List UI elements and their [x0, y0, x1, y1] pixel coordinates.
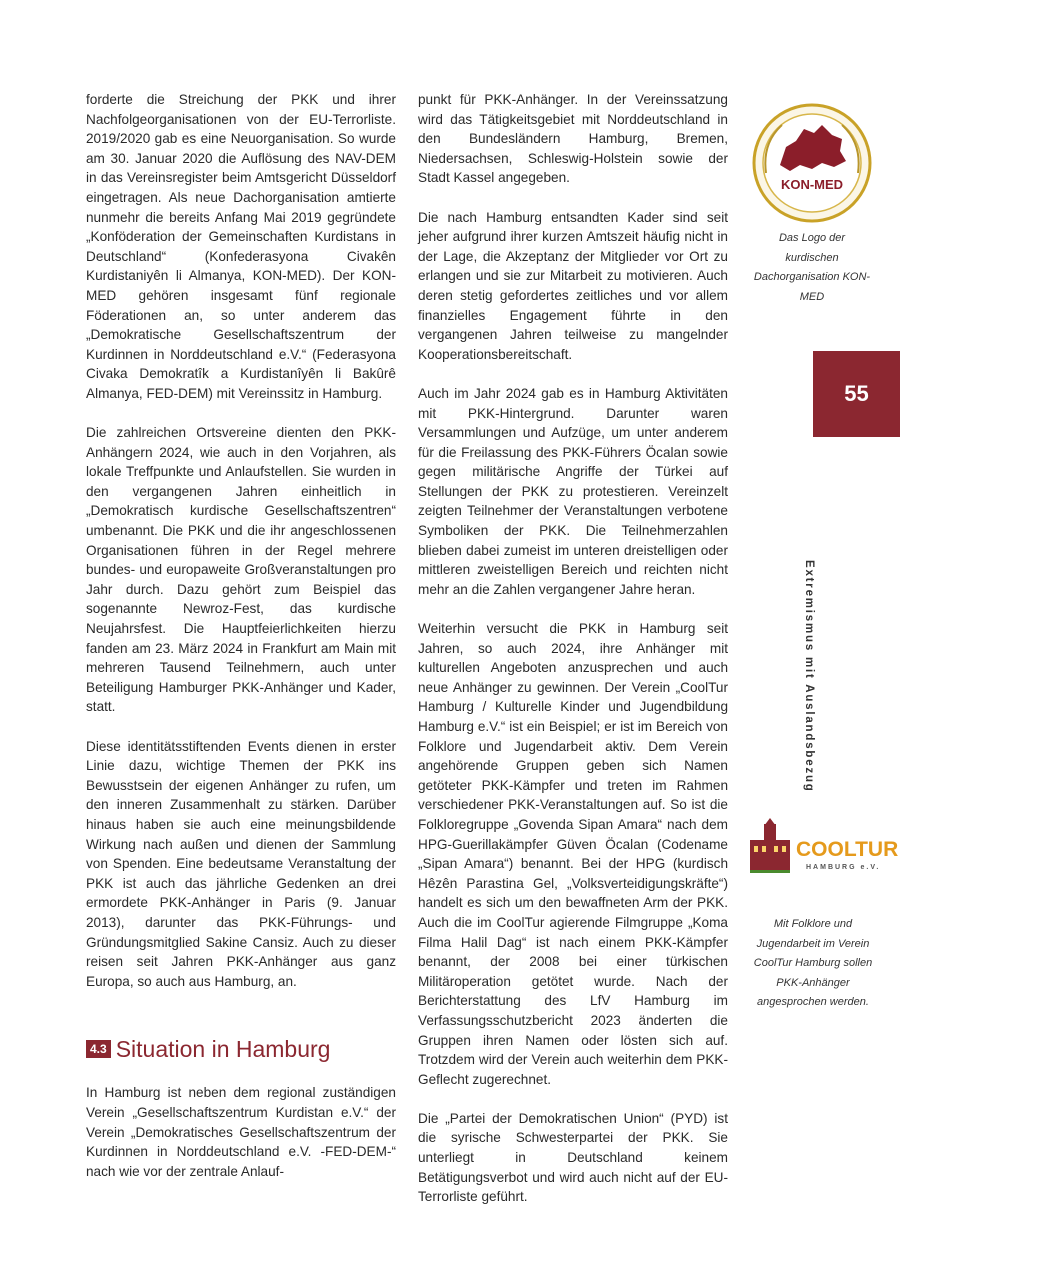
cooltur-logo [744, 818, 899, 878]
left-paragraph-1: forderte die Streichung der PKK und ihrer Nachfolgeorganisationen von der EU-Terrorliste. 2019/2020 gab es eine Neuorganisation. So wurde am 30. Januar 2020 die Auflösung des NAV-DEM in das Vereinsregister beim Amtsgericht Düsseldorf eingetragen. Als neue Dachorganisation amtierte nunmehr die bereits Anfang Mai 2019 gegründete „Konföderation der Gemeinschaften Kurdistans in Deutschland“ (Konfederasyona Civakên Kurdistaniyên li Almanya, KON-MED). Der KON-MED gehören insgesamt fünf regionale Föderationen an, so unter anderem das „Demokratische Gesellschaftszentrum der Kurdinnen in Norddeutschland e.V.“ (Federasyona Civaka Demokratîk a Kurdistanîyên li Bakûrê Almanya, FED-DEM) mit Vereinssitz in Hamburg. [86, 92, 396, 401]
middle-paragraph-2: Die nach Hamburg entsandten Kader sind seit jeher aufgrund ihrer kurzen Amtszeit häufig nicht in der Lage, die Akzeptanz der Mitglieder vor Ort zu erlangen und sie zur Mitarbeit zu motivieren. Auch deren stetig gefordertes zeitliches und vor allem finanzielles Engagement führte in den vergangenen Jahren teilweise zu mangelnder Kooperationsbereitschaft. [418, 209, 728, 362]
page-number: 55 [844, 381, 869, 406]
left-paragraph-3: Diese identitätsstiftenden Events dienen in erster Linie dazu, wichtige Themen der PKK ins Bewusstsein der eigenen Anhänger zu rufen, um den inneren Zusammenhalt zu stärken. Darüber hinaus haben sie auch eine meinungsbildende Wirkung nach außen und dienen der Sammlung von Spenden. Eine bedeutsame Veranstaltung der PKK ist auch das jährliche Gedenken an drei ermordete PKK-Anhänger in Paris (9. Januar 2013), darunter das PKK-Führungs- und Gründungsmitglied Sakine Cansiz. Auch zu dieser reisen seit Jahren PKK-Anhänger aus ganz Europa, so auch aus Hamburg, an. [86, 738, 396, 989]
section-title: Situation in Hamburg [115, 1036, 331, 1063]
middle-paragraph-4: Weiterhin versucht die PKK in Hamburg seit Jahren, so auch 2024, ihre Anhänger mit kulturellen Angeboten anzusprechen und auch neue Anhänger zu gewinnen. Der Verein „CoolTur Hamburg / Kulturelle Kinder und Jugendbildung Hamburg e.V.“ ist ein Beispiel; er ist im Bereich von Folklore und Jugendarbeit aktiv. Dem Verein angehörende Gruppen geben sich Namen getöteter PKK-Kämpfer und treten im Rahmen verschiedener PKK-Veranstaltungen auf. So ist die Folkloregruppe „Govenda Sipan Amara“ nach dem HPG-Guerillakämpfer Güven Öcalan (Codename „Sipan Amara“) benannt. Bei der HPG (kurdisch Hêzên Parastina Gel, „Volksverteidigungskräfte“) handelt es sich um den bewaffneten Arm der PKK. Auch die im CoolTur agierende Filmgruppe „Koma Filma Halil Dag“ ist nach einem PKK-Kämpfer benannt, der 2008 bei einer türkischen Militäroperation getötet wurde. Nach der Berichterstattung des LfV Hamburg im Verfassungsschutzbericht 2023 änderten die Gruppen ihren Namen oder lösten sich auf. Trotzdem wird der Verein auch weiterhin dem PKK-Geflecht zugerechnet. [418, 621, 728, 1087]
left-column [86, 90, 396, 1201]
middle-paragraph-5: Die „Partei der Demokratischen Union“ (PYD) ist die syrische Schwesterpartei der PKK. Sie unterliegt in Deutschland keinem Betätigungsverbot und wird auch nicht auf der EU-Terrorliste geführt. [418, 1110, 728, 1205]
konmed-logo [752, 103, 872, 223]
konmed-caption: Das Logo der kurdischen Dachorganisation KON-MED [753, 232, 871, 303]
left-paragraph-2: Die zahlreichen Ortsvereine dienten den PKK-Anhängern 2024, wie auch in den Vorjahren, als lokale Treffpunkte und Anlaufstellen. Sie wurden in den vergangenen Jahren einheitlich in „Demokratisch kurdische Gesellschaftszentren“ umbenannt. Die PKK und die ihr angeschlossenen Organisationen führen in der Regel mehrere bundes- und europaweite Großveranstaltungen pro Jahr durch. Dazu gehört zum Beispiel das sogenannte Newroz-Fest, das kurdische Neujahrsfest. Die Hauptfeierlichkeiten hierzu fanden am 23. März 2024 in Frankfurt am Main mit mehreren Tausend Teilnehmern, auch unter Beteiligung Hamburger PKK-Anhänger und Kader, statt. [86, 425, 396, 715]
left-paragraph-4: In Hamburg ist neben dem regional zuständigen Verein „Gesellschaftszentrum Kurdistan e.V.“ der Verein „Demokratisches Gesellschaftszentrum der Kurdinnen in Norddeutschland e.V. -FED-DEM-“ nach wie vor der zentrale Anlauf- [86, 1085, 396, 1179]
konmed-logo-text: KON-MED [780, 177, 844, 192]
section-number: 4.3 [86, 1040, 111, 1058]
running-title-text: Extremismus mit Auslandsbezug [803, 560, 815, 793]
cooltur-caption: Mit Folklore und Jugendarbeit im Verein CoolTur Hamburg sollen PKK-Anhänger angesprochen werden. [753, 918, 873, 1009]
middle-paragraph-1: punkt für PKK-Anhänger. In der Vereinssatzung wird das Tätigkeitsgebiet mit Norddeutschland in den Bundesländern Hamburg, Bremen, Niedersachsen, Schleswig-Holstein sowie der Stadt Kassel angegeben. [418, 92, 728, 186]
cooltur-logo-subtext: HAMBURG e.V. [806, 864, 881, 871]
running-title [803, 560, 1055, 793]
cooltur-logo-text: COOLTUR [796, 838, 899, 861]
middle-column [418, 90, 728, 1226]
page-number-tab [813, 351, 900, 437]
section-heading [86, 1035, 396, 1063]
middle-paragraph-3: Auch im Jahr 2024 gab es in Hamburg Aktivitäten mit PKK-Hintergrund. Darunter waren Versammlungen und Aufzüge, um unter anderem für die Freilassung des PKK-Führers Öcalan sowie gegen militärische Angriffe der Türkei auf Stellungen der PKK zu protestieren. Vereinzelt zeigten Teilnehmer der Veranstaltungen verbotene Symboliken der PKK. Die Teilnehmerzahlen blieben dabei zumeist im unteren dreistelligen oder mittleren zweistelligen Bereich und reichten nicht mehr an die Zahlen vergangener Jahre heran. [418, 385, 728, 597]
